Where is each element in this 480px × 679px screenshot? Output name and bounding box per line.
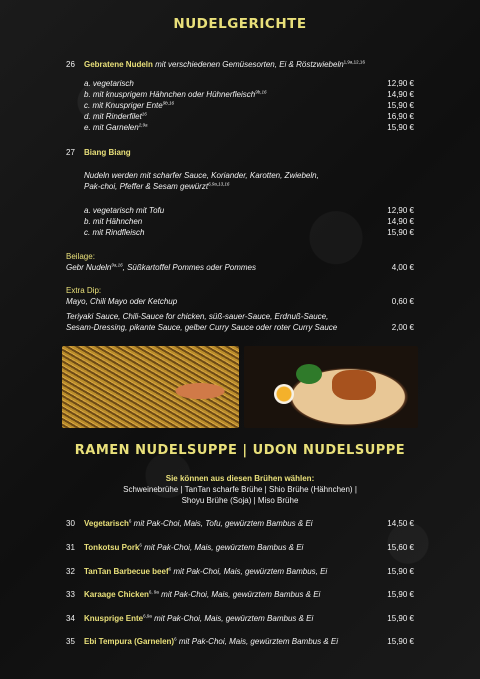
item-26-variant-b-price: 14,90 €: [387, 90, 414, 99]
extradip-price2: 2,00 €: [391, 323, 414, 332]
ramen-item-33-price: 15,90 €: [387, 590, 414, 599]
item-26-variant-a-price: 12,90 €: [387, 79, 414, 88]
fried-noodles-photo: [62, 346, 239, 428]
item-27-variant-a: a. vegetarisch mit Tofu: [84, 206, 165, 215]
extradip-price1: 0,60 €: [391, 297, 414, 306]
item-27-variant-a-price: 12,90 €: [387, 206, 414, 215]
item-27-variant-b-price: 14,90 €: [387, 217, 414, 226]
item-27-number: 27: [66, 148, 75, 157]
ramen-item-number: 30: [66, 519, 75, 528]
ramen-item-32: TanTan Barbecue beef$^6$ mit Pak-Choi, Mais, gewürztem Bambus, Ei: [84, 566, 328, 576]
ramen-item-number: 33: [66, 590, 75, 599]
broth-line1: Schweinebrühe | TanTan scharfe Brühe | Shio Brühe (Hähnchen) |: [123, 485, 357, 494]
item-26-variant-d: d. mit Rinderfilet$^{16}$: [84, 111, 147, 121]
egg-shape: [274, 384, 294, 404]
ramen-item-number: 32: [66, 567, 75, 576]
item-26-sup: 1,9a,12,16: [343, 59, 365, 65]
ramen-item-35: Ebi Tempura (Garnelen)$^6$ mit Pak-Choi, Mais, gewürztem Bambus & Ei: [84, 636, 339, 646]
ramen-item-number: 34: [66, 614, 75, 623]
item-26-number: 26: [66, 60, 75, 69]
beilage-text: Gebr Nudeln$^{9a,16}$, Süßkartoffel Pommes oder Pommes: [66, 262, 257, 272]
ramen-item-31-price: 15,60 €: [387, 543, 414, 552]
ramen-bowl-photo: [244, 346, 418, 428]
ramen-item-35-price: 15,90 €: [387, 637, 414, 646]
ramen-item-34-price: 15,90 €: [387, 614, 414, 623]
ramen-item-34: Knusprige Ente$^{6,9a}$ mit Pak-Choi, Mais, gewürztem Bambus & Ei: [84, 613, 314, 623]
extradip-line1: Mayo, Chili Mayo oder Ketchup: [66, 297, 178, 306]
section-title-noodles: NUDELGERICHTE: [173, 16, 307, 32]
item-26-variant-c: c. mit Knuspriger Ente$^{9b,16}$: [84, 100, 174, 110]
item-26-variant-b: b. mit knusprigem Hähnchen oder Hühnerfleisch$^{9b,16}$: [84, 89, 267, 99]
item-26-variant-a: a. vegetarisch: [84, 79, 134, 88]
item-26-variant-e: e. mit Garnelen$^{2,9a}$: [84, 122, 148, 132]
item-27-desc-line2: Pak-choi, Pfeffer & Sesam gewürzt$^{6,9a,13,16}$: [84, 181, 230, 191]
broth-title: Sie können aus diesen Brühen wählen:: [165, 474, 315, 483]
item-26-variant-e-price: 15,90 €: [387, 123, 414, 132]
item-27-variant-c-price: 15,90 €: [387, 228, 414, 237]
ramen-item-number: 35: [66, 637, 75, 646]
item-26-title: [84, 59, 365, 70]
ramen-item-30-price: 14,50 €: [387, 519, 414, 528]
item-27-variant-c: c. mit Rindfleisch: [84, 228, 145, 237]
item-27-name: Biang Biang: [84, 148, 131, 157]
meat-shape: [332, 370, 376, 400]
beilage-title: Beilage:: [66, 252, 95, 261]
extradip-line3: Sesam-Dressing, pikante Sauce, gelber Curry Sauce oder roter Curry Sauce: [66, 323, 338, 332]
extradip-line2: Teriyaki Sauce, Chili-Sauce for chicken, süß-sauer-Sauce, Erdnuß-Sauce,: [66, 312, 329, 321]
ramen-item-32-price: 15,90 €: [387, 567, 414, 576]
item-27-variant-b: b. mit Hähnchen: [84, 217, 143, 226]
section-title-ramen: RAMEN NUDELSUPPE | UDON NUDELSUPPE: [74, 443, 406, 458]
beilage-price: 4,00 €: [391, 263, 414, 272]
item-27-desc-line1: Nudeln werden mit scharfer Sauce, Koriander, Karotten, Zwiebeln,: [84, 171, 319, 180]
ramen-item-number: 31: [66, 543, 75, 552]
item-26-desc: mit verschiedenen Gemüsesorten, Ei & Röstzwiebeln: [155, 60, 344, 69]
broth-line2: Shoyu Brühe (Soja) | Miso Brühe: [181, 496, 299, 505]
item-26-variant-d-price: 16,90 €: [387, 112, 414, 121]
pak-choi-shape: [296, 364, 322, 384]
item-26-variant-c-price: 15,90 €: [387, 101, 414, 110]
ramen-item-30: Vegetarisch$^6$ mit Pak-Choi, Mais, Tofu, gewürztem Bambus & Ei: [84, 518, 313, 528]
item-26-name: Gebratene Nudeln: [84, 60, 153, 69]
ramen-item-33: Karaage Chicken$^{6, 9a}$ mit Pak-Choi, Mais, gewürztem Bambus & Ei: [84, 589, 321, 599]
extradip-title: Extra Dip:: [66, 286, 102, 295]
ramen-item-31: Tonkotsu Pork$^6$ mit Pak-Choi, Mais, gewürztem Bambus & Ei: [84, 542, 304, 552]
